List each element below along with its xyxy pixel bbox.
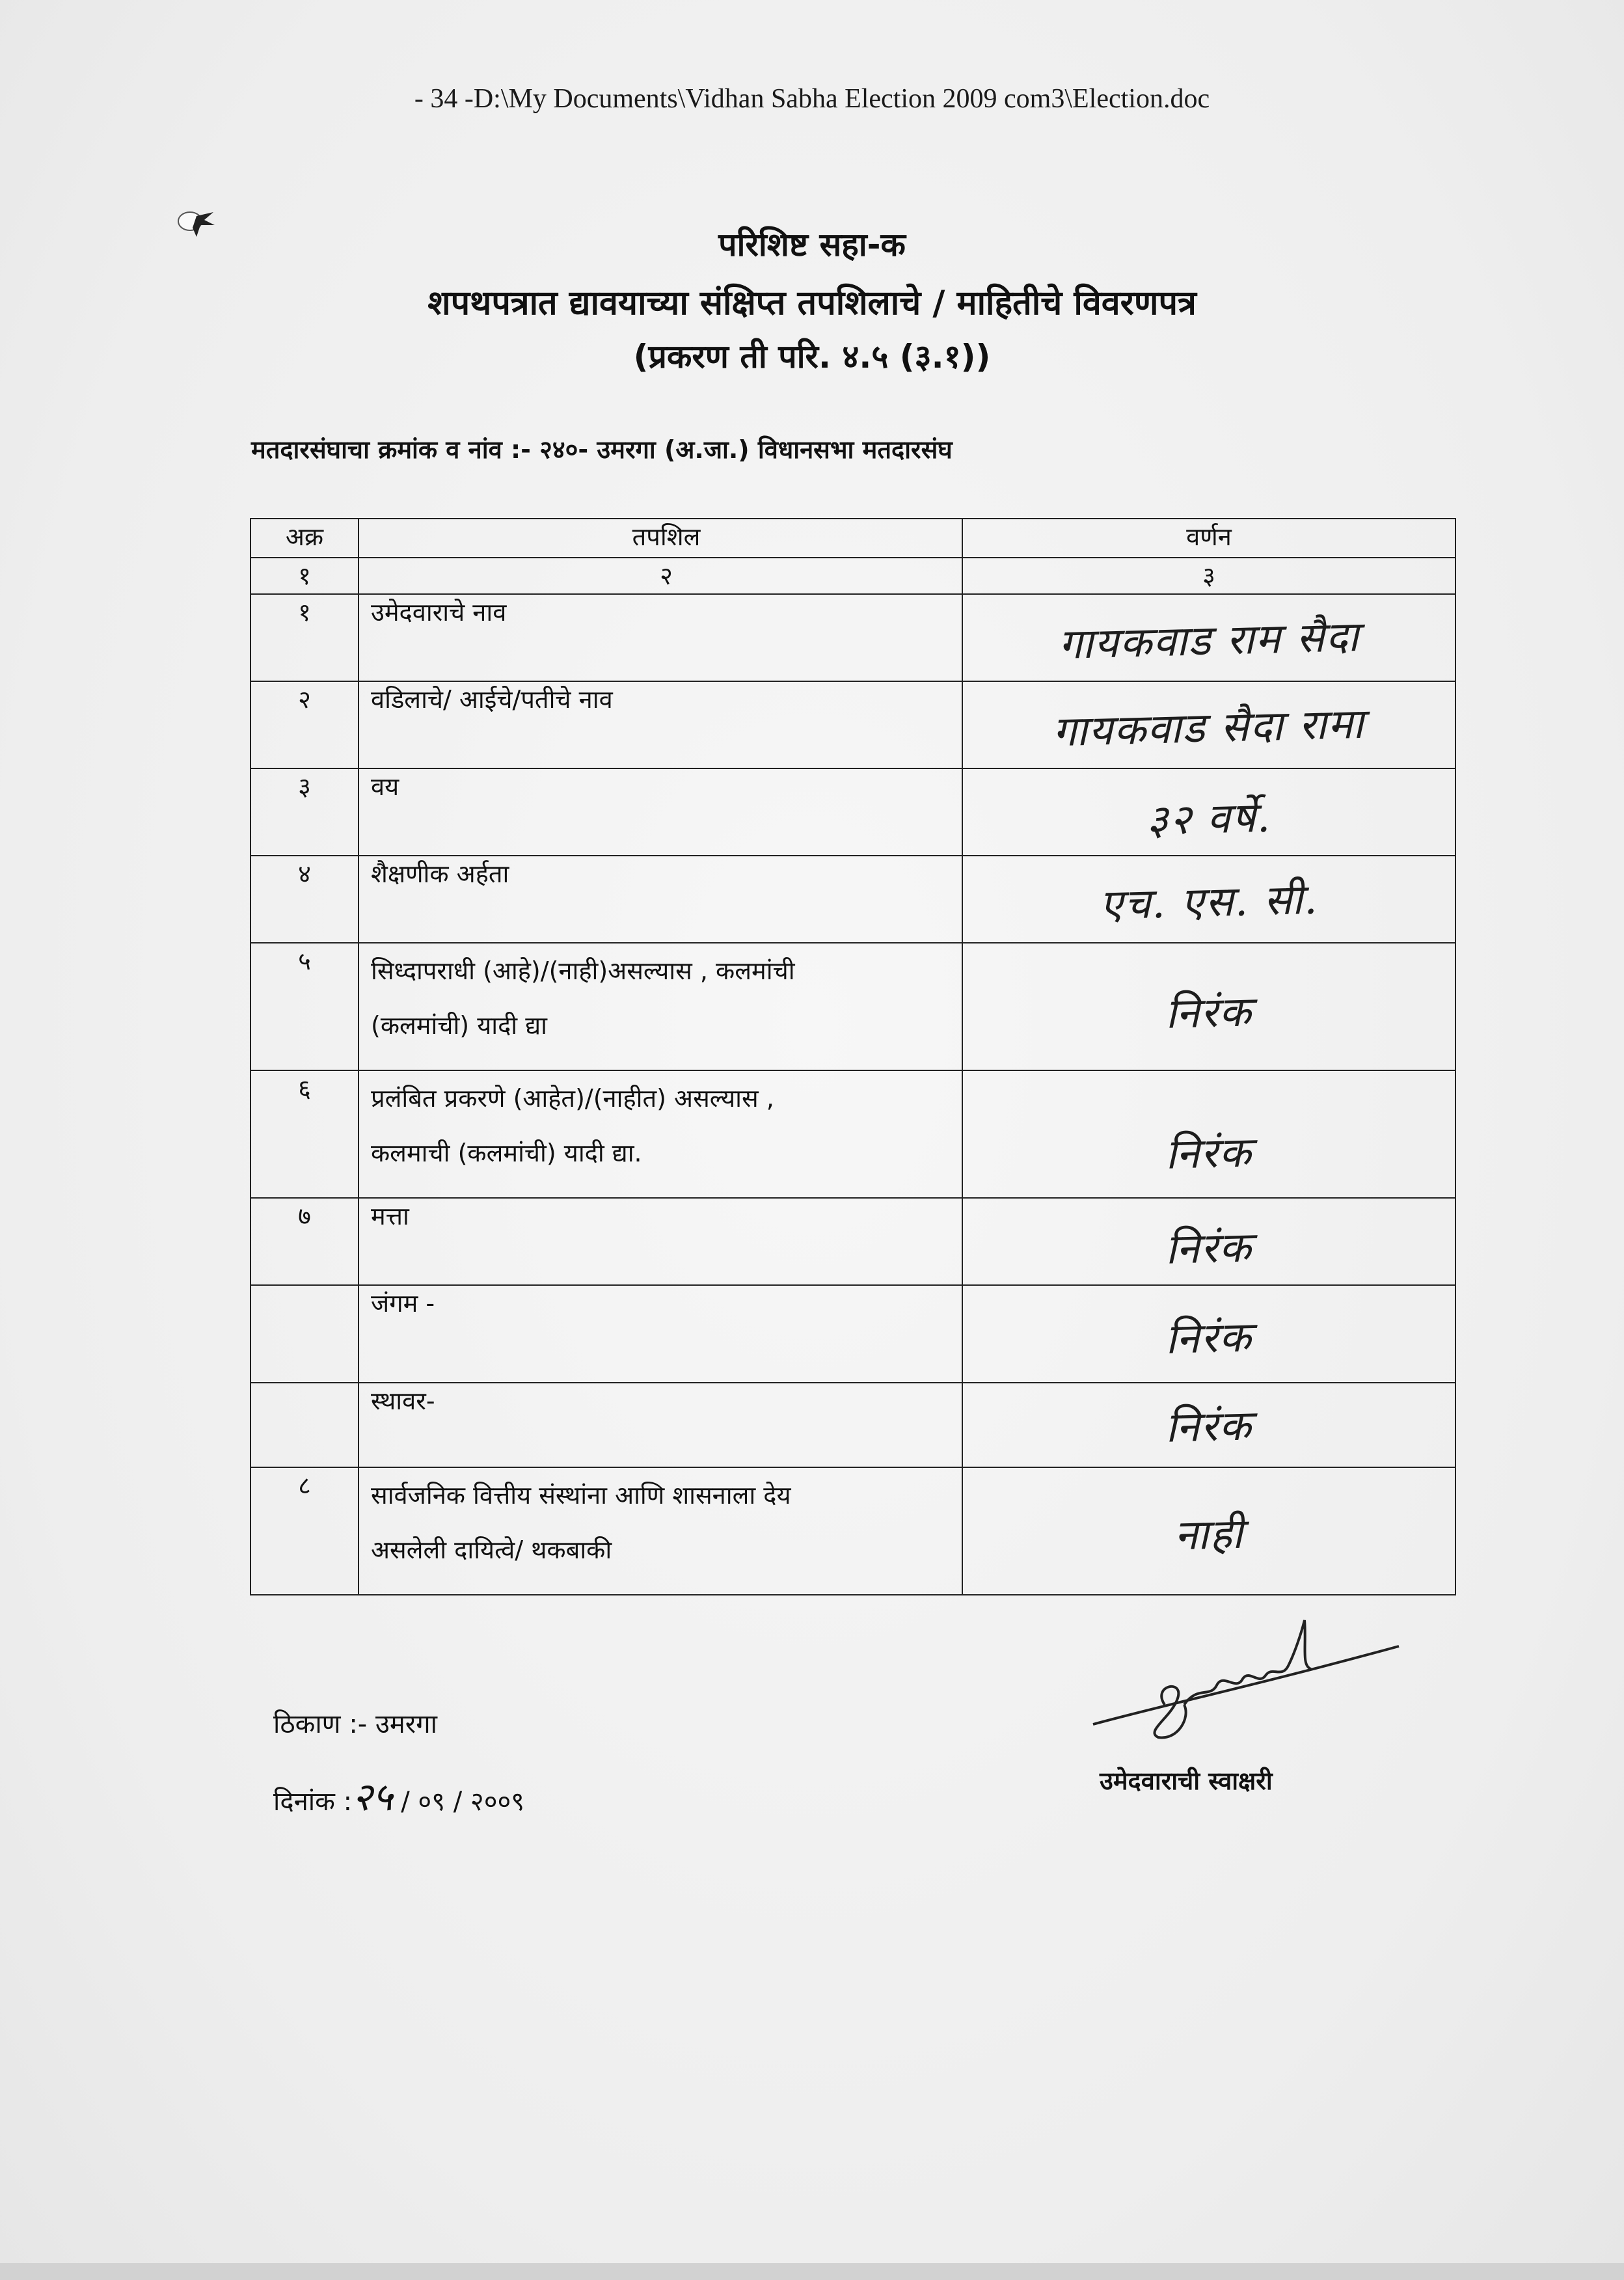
row-label: सिध्दापराधी (आहे)/(नाही)असल्यास , कलमांची <box>371 957 795 985</box>
row-number: ३ <box>250 768 359 856</box>
header-file-path: - 34 -D:\My Documents\Vidhan Sabha Election 2009 com3\Election.doc <box>414 84 1210 114</box>
table-header-row <box>250 519 1455 558</box>
form-title: परिशिष्ट सहा-क <box>718 226 906 264</box>
colnum-1: १ <box>250 558 359 594</box>
table-row <box>250 943 1455 1070</box>
header-serial: अक्र <box>250 519 359 558</box>
table-row <box>250 1198 1455 1285</box>
handwritten-value: गायकवाड सैदा रामा <box>1052 699 1366 757</box>
row-number: ६ <box>250 1070 359 1198</box>
table-row <box>250 594 1455 681</box>
row-number: ८ <box>250 1467 359 1595</box>
row-label-cell <box>359 943 962 1070</box>
row-number: ५ <box>250 943 359 1070</box>
date-rest: / ०९ / २००९ <box>392 1787 525 1817</box>
row-label-continued: असलेली दायित्वे/ थकबाकी <box>371 1536 612 1564</box>
row-label-continued: (कलमांची) यादी द्या <box>371 1011 547 1040</box>
row-label-cell <box>359 1070 962 1198</box>
row-label: सार्वजनिक वित्तीय संस्थांना आणि शासनाला देय <box>371 1481 791 1510</box>
row-label: शैक्षणीक अर्हता <box>359 856 962 943</box>
handwritten-value: निरंक <box>1165 1128 1253 1179</box>
row-label: उमेदवाराचे नाव <box>359 594 962 681</box>
table-colnum-row <box>250 558 1455 594</box>
row-label: स्थावर- <box>359 1383 962 1467</box>
signature-label: उमेदवाराची स्वाक्षरी <box>1100 1767 1273 1795</box>
table-row <box>250 1383 1455 1467</box>
date-day-handwritten: २५ <box>352 1774 393 1820</box>
table-row <box>250 1467 1455 1595</box>
table-row <box>250 681 1455 768</box>
affidavit-table <box>250 518 1456 1595</box>
row-number <box>250 1383 359 1467</box>
row-number: २ <box>250 681 359 768</box>
colnum-2: २ <box>359 558 962 594</box>
row-number: ४ <box>250 856 359 943</box>
row-label-cell <box>359 1467 962 1595</box>
row-number: १ <box>250 594 359 681</box>
form-reference: (प्रकरण ती परि. ४.५ (३.१)) <box>633 338 991 375</box>
header-details: तपशिल <box>359 519 962 558</box>
date-line <box>273 1769 524 1822</box>
colnum-3: ३ <box>962 558 1455 594</box>
handwritten-value: गायकवाड राम सैदा <box>1057 612 1360 670</box>
row-label: प्रलंबित प्रकरणे (आहेत)/(नाहीत) असल्यास , <box>371 1084 774 1113</box>
handwritten-value: नाही <box>1173 1510 1245 1560</box>
row-label: वडिलाचे/ आईचे/पतीचे नाव <box>359 681 962 768</box>
table-row <box>250 768 1455 856</box>
row-label: जंगम - <box>359 1285 962 1383</box>
handwritten-value: ३२ वर्षे. <box>1146 793 1272 845</box>
form-subtitle: शपथपत्रात द्यावयाच्या संक्षिप्त तपशिलाचे / माहितीचे विवरणपत्र <box>427 284 1197 323</box>
table-row <box>250 1285 1455 1383</box>
handwritten-value: एच. एस. सी. <box>1099 875 1320 930</box>
row-label-continued: कलमाची (कलमांची) यादी द्या. <box>371 1139 642 1167</box>
constituency-line: मतदारसंघाचा क्रमांक व नांव :- २४०- उमरगा (अ.जा.) विधानसभा मतदारसंघ <box>251 435 953 464</box>
table-row <box>250 1070 1455 1198</box>
candidate-signature <box>1087 1607 1412 1750</box>
handwritten-value: निरंक <box>1165 1313 1253 1364</box>
handwritten-value: निरंक <box>1165 1402 1253 1452</box>
handwritten-value: निरंक <box>1165 988 1253 1038</box>
header-description: वर्णन <box>962 519 1455 558</box>
place-line: ठिकाण :- उमरगा <box>273 1709 438 1739</box>
row-number <box>250 1285 359 1383</box>
row-label: मत्ता <box>359 1198 962 1285</box>
date-prefix: दिनांक : <box>273 1787 353 1817</box>
row-label: वय <box>359 768 962 856</box>
scan-bottom-edge <box>0 2263 1624 2280</box>
table-row <box>250 856 1455 943</box>
row-number: ७ <box>250 1198 359 1285</box>
handwritten-value: निरंक <box>1165 1223 1253 1274</box>
